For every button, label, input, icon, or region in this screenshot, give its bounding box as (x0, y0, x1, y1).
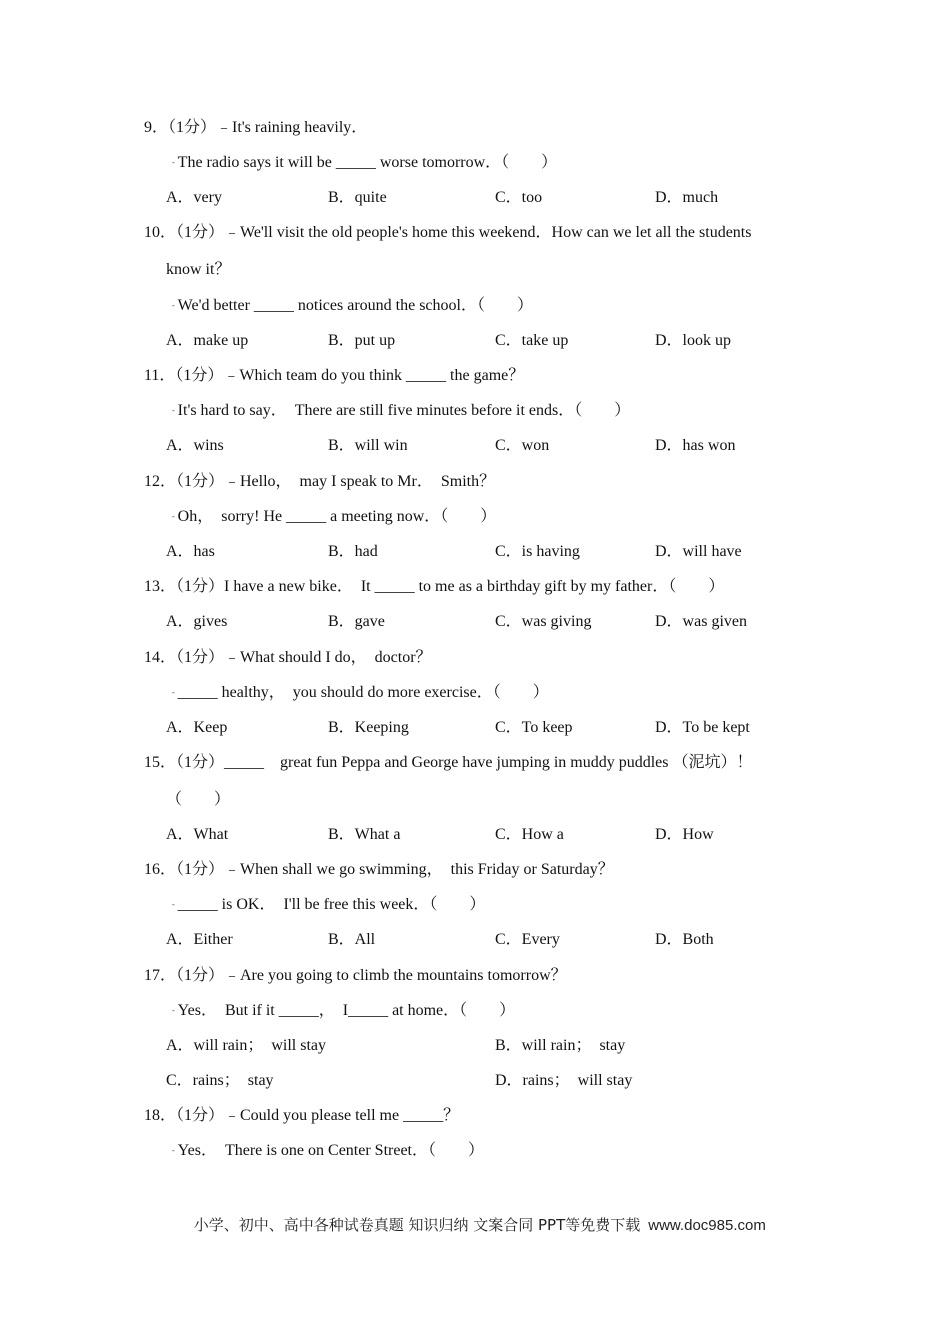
question-text: 16．（1分）﹣When shall we go swimming， this Friday or Saturday？ (144, 861, 614, 878)
question-line (172, 296, 533, 316)
answer-option-a[interactable]: A．gives (166, 613, 228, 630)
question-line (172, 895, 485, 915)
question-text: Oh， sorry! He _____ a meeting now．（ ） (177, 508, 497, 525)
answer-option-c[interactable]: C．is having (495, 543, 580, 560)
footer-url[interactable]: www.doc985.com (648, 1217, 766, 1234)
answer-option-c[interactable]: C．Every (495, 931, 560, 948)
dialog-dash: - (172, 688, 175, 698)
answer-option-d[interactable]: D．rains； will stay (495, 1072, 633, 1089)
answer-option-d[interactable]: D．How (655, 826, 714, 843)
answer-option-a[interactable]: A．What (166, 826, 229, 843)
answer-option-a[interactable]: A．will rain； will stay (166, 1037, 326, 1054)
answer-option-d[interactable]: D．Both (655, 931, 714, 948)
question-text: 12．（1分）﹣Hello， may I speak to Mr． Smith？ (144, 473, 496, 490)
question-text: Yes． But if it _____， I_____ at home．（ ） (177, 1002, 516, 1019)
question-text: We'd better _____ notices around the school．（ ） (177, 297, 533, 314)
answer-option-d[interactable]: D．look up (655, 332, 732, 349)
footer (0, 1196, 950, 1235)
answer-option-d[interactable]: D．will have (655, 543, 742, 560)
question-text: _____ is OK． I'll be free this week．（ ） (177, 896, 486, 913)
dialog-dash: - (172, 1006, 175, 1016)
answer-option-a[interactable]: A．Either (166, 931, 233, 948)
answer-option-b[interactable]: B．quite (328, 189, 387, 206)
answer-option-b[interactable]: B．gave (328, 613, 385, 630)
answer-option-c[interactable]: C．How a (495, 826, 564, 843)
question-stem (144, 366, 524, 386)
question-text: _____ healthy， you should do more exercise．（ ） (177, 684, 549, 701)
question-stem (144, 753, 753, 773)
question-text: 17．（1分）﹣Are you going to climb the mountains tomorrow？ (144, 967, 567, 984)
answer-option-d[interactable]: D．much (655, 189, 719, 206)
question-text: （ ） (166, 791, 231, 808)
question-line (172, 507, 496, 527)
question-line (166, 260, 230, 280)
answer-option-b[interactable]: B．will win (328, 437, 408, 454)
question-text: 18．（1分）﹣Could you please tell me _____？ (144, 1107, 460, 1124)
question-text: The radio says it will be _____ worse tomorrow．（ ） (177, 154, 558, 171)
answer-option-a[interactable]: A．very (166, 189, 222, 206)
answer-option-b[interactable]: B．Keeping (328, 719, 409, 736)
question-text: 9．（1分）﹣It's raining heavily． (144, 119, 368, 136)
answer-option-a[interactable]: A．Keep (166, 719, 228, 736)
question-text: 14．（1分）﹣What should I do， doctor？ (144, 649, 432, 666)
question-stem (144, 648, 432, 668)
question-text: 15．（1分）_____ great fun Peppa and George have jumping in muddy puddles （泥坑）！ (144, 754, 753, 771)
question-text: 10．（1分）﹣We'll visit the old people's home this weekend．How can we let all the students (144, 224, 752, 241)
question-stem (144, 223, 751, 243)
footer-text: 小学、初中、高中各种试卷真题 知识归纳 文案合同 PPT等免费下载 (193, 1216, 641, 1234)
answer-option-a[interactable]: A．wins (166, 437, 224, 454)
question-text: It's hard to say． There are still five minutes before it ends．（ ） (177, 402, 631, 419)
answer-option-c[interactable]: C．was giving (495, 613, 592, 630)
question-line (172, 1001, 515, 1021)
dialog-dash: - (172, 158, 175, 168)
question-stem (144, 1106, 459, 1126)
question-stem (144, 118, 367, 138)
question-line (166, 790, 230, 810)
question-line (172, 1141, 484, 1161)
answer-option-d[interactable]: D．has won (655, 437, 736, 454)
dialog-dash: - (172, 900, 175, 910)
dialog-dash: - (172, 406, 175, 416)
answer-option-b[interactable]: B．had (328, 543, 378, 560)
question-text: 11．（1分）﹣Which team do you think _____ the game？ (144, 367, 525, 384)
question-stem (144, 577, 724, 597)
answer-option-b[interactable]: B．All (328, 931, 376, 948)
question-stem (144, 860, 614, 880)
question-text: know it？ (166, 261, 231, 278)
answer-option-c[interactable]: C．To keep (495, 719, 573, 736)
question-line (172, 153, 557, 173)
answer-option-c[interactable]: C．take up (495, 332, 569, 349)
dialog-dash: - (172, 512, 175, 522)
answer-option-b[interactable]: B．will rain； stay (495, 1037, 626, 1054)
dialog-dash: - (172, 1146, 175, 1156)
answer-option-c[interactable]: C．too (495, 189, 543, 206)
answer-option-b[interactable]: B．What a (328, 826, 401, 843)
question-text: Yes． There is one on Center Street．（ ） (177, 1142, 485, 1159)
answer-option-d[interactable]: D．To be kept (655, 719, 750, 736)
answer-option-c[interactable]: C．rains； stay (166, 1072, 274, 1089)
question-stem (144, 966, 567, 986)
answer-option-b[interactable]: B．put up (328, 332, 396, 349)
question-line (172, 401, 630, 421)
question-stem (144, 472, 495, 492)
question-line (172, 683, 549, 703)
answer-option-a[interactable]: A．has (166, 543, 215, 560)
answer-option-c[interactable]: C．won (495, 437, 550, 454)
dialog-dash: - (172, 301, 175, 311)
answer-option-d[interactable]: D．was given (655, 613, 747, 630)
answer-option-a[interactable]: A．make up (166, 332, 249, 349)
question-text: 13．（1分）I have a new bike． It _____ to me as a birthday gift by my father．（ ） (144, 578, 725, 595)
